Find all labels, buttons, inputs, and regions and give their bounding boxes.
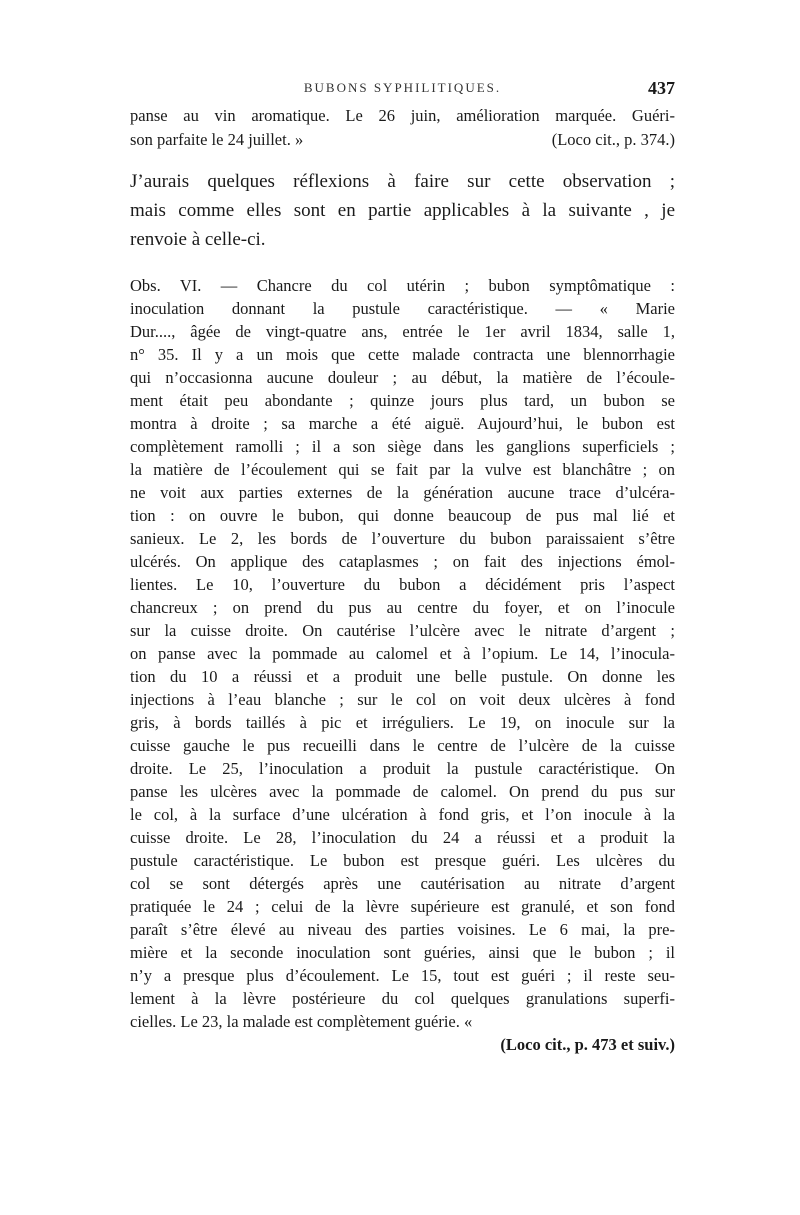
text-line: J’aurais quelques réflexions à faire sur cette observation ; [130,171,675,192]
text-line: droite. Le 25, l’inoculation a produit la pustule caractéristique. On [130,759,675,778]
text-line: cuisse gauche le pus recueilli dans le centre de l’ulcère de la cuisse [130,736,675,755]
text-line: paraît s’être élevé au niveau des parties voisines. Le 6 mai, la pre- [130,920,675,939]
text-line: chancreux ; on prend du pus au centre du foyer, et on l’inocule [130,598,675,617]
text-line: gris, à bords taillés à pic et irréguliers. Le 19, on inocule sur la [130,713,675,732]
text-line: n° 35. Il y a un mois que cette malade contracta une blennorrhagie [130,345,675,364]
text-line: inoculation donnant la pustule caractéristique. — « Marie [130,299,675,318]
citation: (Loco cit., p. 473 et suiv.) [500,1035,675,1054]
text-line: on panse avec la pommade au calomel et à l’opium. Le 14, l’inocula- [130,644,675,663]
text-line: complètement ramolli ; il a son siège dans les ganglions superficiels ; [130,437,675,456]
text-line: cuisse droite. Le 28, l’inoculation du 24 a réussi et a produit la [130,828,675,847]
text-line: Dur...., âgée de vingt-quatre ans, entrée le 1er avril 1834, salle 1, [130,322,675,341]
text-line: sanieux. Le 2, les bords de l’ouverture du bubon paraissaient s’être [130,529,675,548]
text-line: panse les ulcères avec la pommade de calomel. On prend du pus sur [130,782,675,801]
text-line: renvoie à celle-ci. [130,229,266,250]
text-line: le col, à la surface d’une ulcération à fond gris, et l’on inocule à la [130,805,675,824]
text-line: pustule caractéristique. Le bubon est presque guéri. Les ulcères du [130,851,675,870]
text-line: injections à l’eau blanche ; sur le col on voit deux ulcères à fond [130,690,675,709]
text-line: ment était peu abondante ; quinze jours plus tard, un bubon se [130,391,675,410]
text-line: panse au vin aromatique. Le 26 juin, amélioration marquée. Guéri- [130,106,675,125]
text-line-with-citation [130,128,675,152]
citation: (Loco cit., p. 374.) [551,130,675,149]
text-line: col se sont détergés après une cautérisation au nitrate d’argent [130,874,675,893]
text-line: n’y a presque plus d’écoulement. Le 15, tout est guéri ; il reste seu- [130,966,675,985]
text-line: ne voit aux parties externes de la génération aucune trace d’ulcéra- [130,483,675,502]
text-line: son parfaite le 24 juillet. » [130,130,304,149]
paragraph-commentary [130,167,675,254]
observation-vi [130,274,675,1056]
text-line: cielles. Le 23, la malade est complètement guérie. « [130,1012,473,1031]
text-line: la matière de l’écoulement qui se fait par la vulve est blanchâtre ; on [130,460,675,479]
text-line: qui n’occasionna aucune douleur ; au début, la matière de l’écoule- [130,368,675,387]
text-line: sur la cuisse droite. On cautérise l’ulcère avec le nitrate d’argent ; [130,621,675,640]
text-line: lement à la lèvre postérieure du col quelques granulations superfi- [130,989,675,1008]
page-number: 437 [648,78,675,98]
text-line: mais comme elles sont en partie applicables à la suivante , je [130,200,675,221]
text-line: pratiquée le 24 ; celui de la lèvre supérieure est granulé, et son fond [130,897,675,916]
text-line: tion : on ouvre le bubon, qui donne beaucoup de pus mal lié et [130,506,675,525]
text-line: montra à droite ; sa marche a été aiguë. Aujourd’hui, le bubon est [130,414,675,433]
running-head [130,80,675,104]
text-line: lientes. Le 10, l’ouverture du bubon a décidément pris l’aspect [130,575,675,594]
text-line: mière et la seconde inoculation sont guéries, ainsi que le bubon ; il [130,943,675,962]
text-line: tion du 10 a réussi et a produit une belle pustule. On donne les [130,667,675,686]
text-line: Obs. VI. — Chancre du col utérin ; bubon symptômatique : [130,276,675,295]
running-title: BUBONS SYPHILITIQUES. [303,80,502,95]
text-line: ulcérés. On applique des cataplasmes ; on fait des injections émol- [130,552,675,571]
paragraph-continuation [130,104,675,152]
book-page [130,80,675,1170]
